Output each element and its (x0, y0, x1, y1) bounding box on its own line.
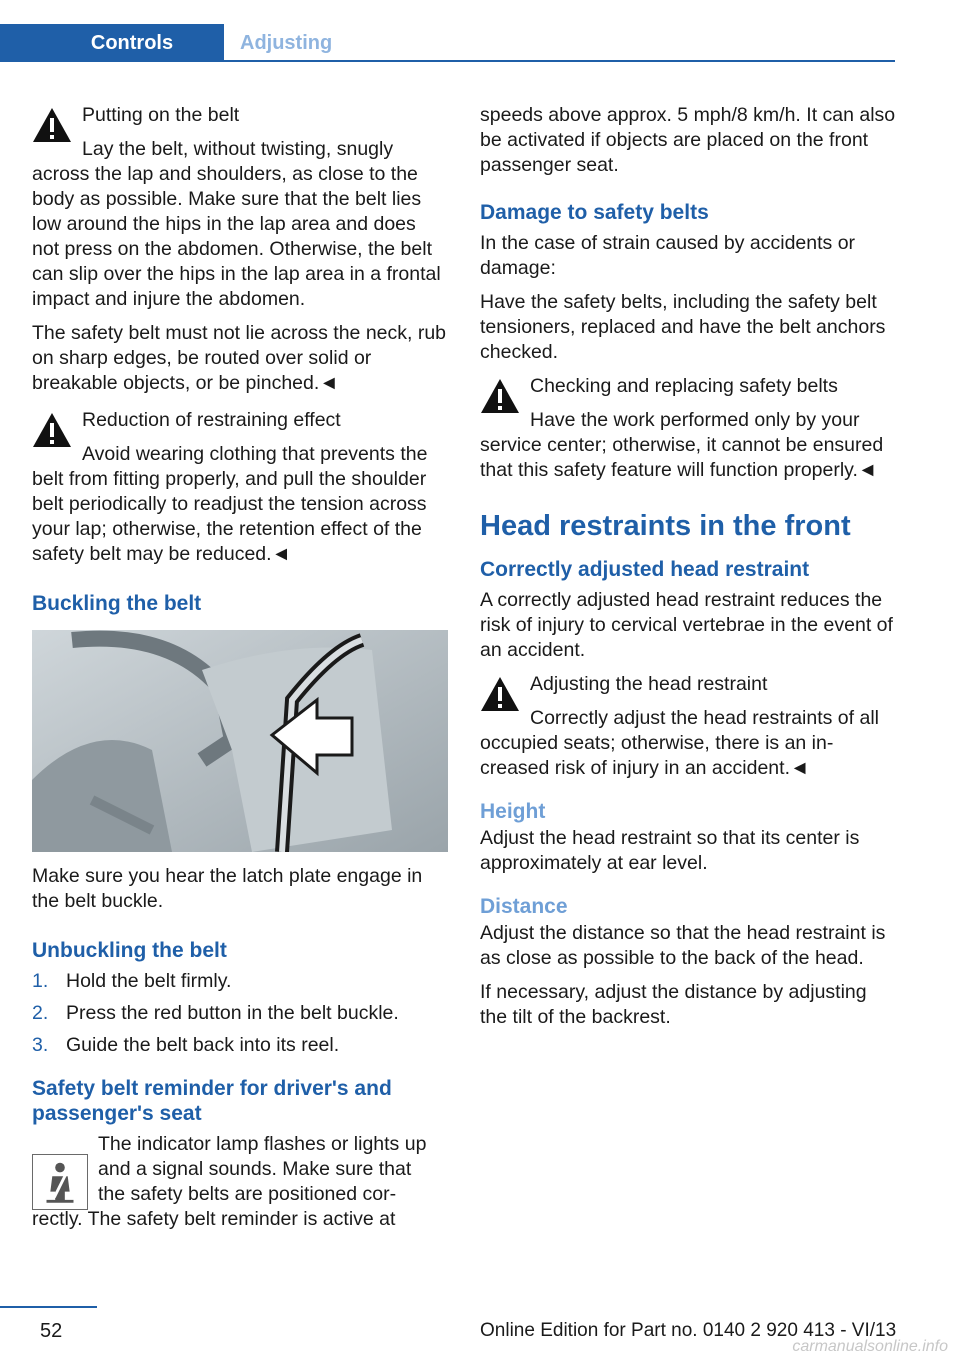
list-item (32, 1001, 448, 1026)
buckling-text: Make sure you hear the latch plate engage in the belt buckle. (32, 865, 423, 912)
correct-text: A correctly adjusted head restraint reduces the risk of injury to cervical vertebrae in the event of an accident. (480, 589, 893, 661)
unbuckling-steps (32, 969, 448, 1058)
reminder-line: the safety belts are positioned cor- (98, 1183, 397, 1205)
step-text: Hold the belt firmly. (66, 970, 232, 992)
step-number: 2. (32, 1002, 49, 1024)
distance-text: If necessary, adjust the distance by adjusting the tilt of the backrest. (480, 981, 867, 1028)
subheading-height: Height (480, 800, 546, 823)
section-heading-reminder: Safety belt reminder for driver's and passenger's seat (32, 1077, 392, 1125)
section-heading-unbuckling: Unbuckling the belt (32, 939, 227, 962)
warning-triangle-icon (480, 378, 520, 414)
step-number: 1. (32, 970, 49, 992)
reminder-line: The indicator lamp flashes or lights up (98, 1133, 427, 1155)
reminder-line: and a signal sounds. Make sure that (98, 1158, 412, 1180)
warning-body: Have the work performed only by your service center; otherwise, it cannot be ensured that this safety feature will function properly.◄ (480, 409, 884, 481)
warning-title: Putting on the belt (82, 104, 240, 126)
warning-triangle-icon (32, 107, 72, 143)
seat-belt-photo (32, 630, 448, 852)
damage-text: In the case of strain caused by accidents or damage: (480, 232, 856, 279)
step-number: 3. (32, 1034, 49, 1056)
damage-text: Have the safety belts, including the safety belt tensioners, replaced and have the belt anchors checked. (480, 291, 886, 363)
warning-putting-on-belt (32, 103, 448, 128)
warning-body: The safety belt must not lie across the neck, rub on sharp edges, be routed over solid or breakable objects, or be pinched.◄ (32, 322, 447, 394)
continued-text: speeds above approx. 5 mph/8 km/h. It can also be activated if objects are placed on the front passenger seat. (480, 104, 896, 176)
warning-adjusting-head-restraint (480, 672, 896, 697)
tab-controls[interactable]: Controls (0, 24, 224, 62)
step-text: Press the red button in the belt buckle. (66, 1002, 399, 1024)
section-heading-correct: Correctly adjusted head restraint (480, 558, 810, 581)
warning-title: Reduction of restraining effect (82, 409, 341, 431)
page-number-rule (0, 1306, 97, 1308)
warning-checking-belts (480, 374, 896, 399)
section-heading-buckling: Buckling the belt (32, 592, 202, 615)
height-text: Adjust the head restraint so that its center is approximately at ear level. (480, 827, 860, 874)
header-rule (0, 60, 895, 62)
page-number: 52 (40, 1320, 63, 1342)
subheading-distance: Distance (480, 895, 568, 918)
warning-triangle-icon (480, 676, 520, 712)
warning-body: Avoid wearing clothing that prevents the belt from fitting properly, and pull the shoulder belt periodically to readjust the tension across your lap; otherwise, the retention effect of the safety belt may be reduced.◄ (32, 443, 428, 565)
left-column (32, 103, 448, 1232)
section-heading-damage: Damage to safety belts (480, 201, 709, 224)
warning-restraining-effect (32, 408, 448, 433)
warning-body: Correctly adjust the head restraints of all occupied seats; otherwise, there is an in- creased risk of injury in an accident.◄ (480, 707, 880, 779)
chapter-heading-head-restraints: Head restraints in the front (480, 510, 851, 542)
warning-title: Adjusting the head restraint (530, 673, 768, 695)
watermark: carmanualsonline.info (792, 1338, 948, 1355)
warning-title: Checking and replacing safety belts (530, 375, 838, 397)
right-column (480, 103, 896, 1039)
step-text: Guide the belt back into its reel. (66, 1034, 340, 1056)
distance-text: Adjust the distance so that the head restraint is as close as possible to the back of the head. (480, 922, 886, 969)
edition-footer: Online Edition for Part no. 0140 2 920 413 - VI/13 (480, 1320, 897, 1341)
reminder-line: rectly. The safety belt reminder is active at (32, 1208, 396, 1230)
chapter-tabs (0, 24, 895, 62)
seatbelt-indicator-icon (32, 1154, 88, 1210)
list-item (32, 1033, 448, 1058)
warning-body: Lay the belt, without twisting, snugly across the lap and shoulders, as close to the body as possible. Make sure that the belt lies low around the hips in the lap area and does not press on the abdomen. Otherwise, the belt can slip over the hips in the lap area in a frontal impact and injure the abdomen. (32, 138, 441, 310)
reminder-indicator-block (32, 1132, 448, 1232)
tab-adjusting[interactable]: Adjusting (240, 31, 333, 54)
list-item (32, 969, 448, 994)
warning-triangle-icon (32, 412, 72, 448)
